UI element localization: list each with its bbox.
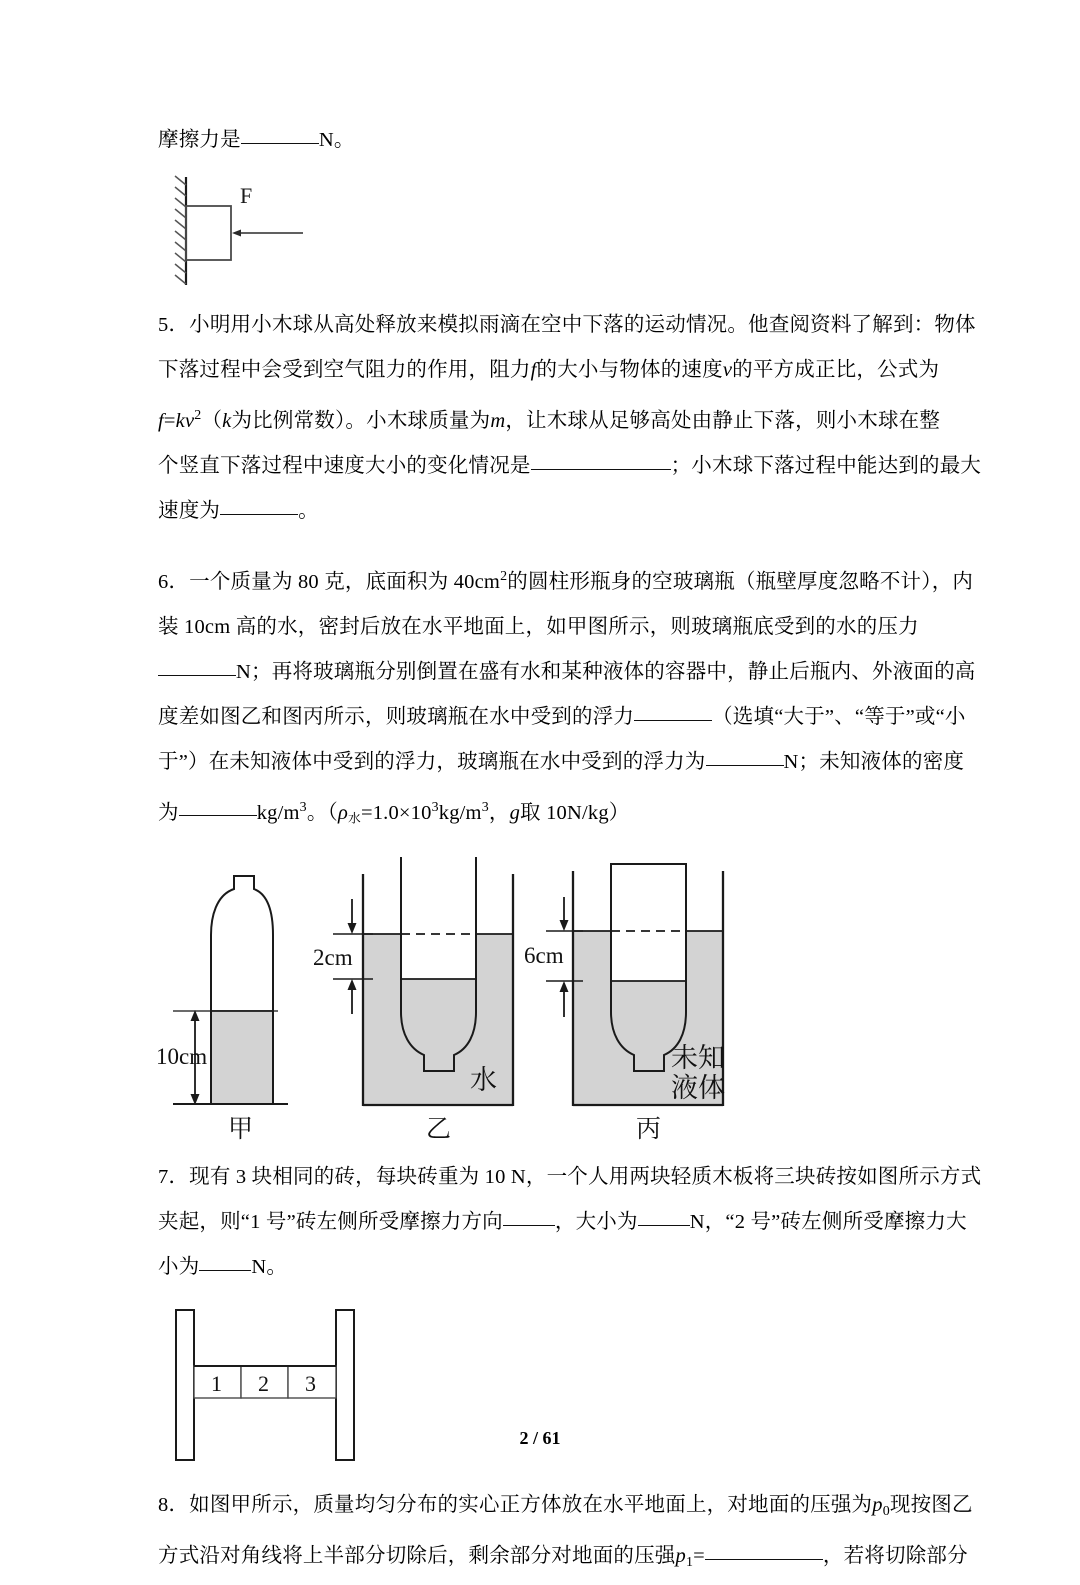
q6-l5-a: 于”）在未知液体中受到的浮力，玻璃瓶在水中受到的浮力为	[158, 750, 706, 773]
q7-l2-b: ，大小为	[554, 1211, 638, 1234]
q5-formula-exp: 2	[194, 408, 202, 423]
force-arrow-head	[232, 230, 241, 237]
q6-l6-e: kg/m	[438, 801, 482, 824]
yi-liquid-label: 水	[470, 1065, 497, 1096]
q5-formula-v: v	[184, 409, 195, 432]
bing-liquid-label-line2: 液体	[671, 1073, 725, 1104]
wall-hatching-icon	[175, 176, 186, 284]
q8-answer-blank-1[interactable]	[705, 1559, 823, 1560]
q5-line-2	[158, 348, 940, 393]
q6-line-1	[158, 554, 974, 605]
q6-answer-blank-3[interactable]	[706, 765, 784, 766]
q6-rho-subscript: 水	[348, 811, 361, 826]
wall-block-force-figure	[158, 175, 933, 287]
figure-jia	[156, 876, 288, 1143]
q5-symbol-v: v	[722, 359, 733, 381]
q5-formula-eq: =	[163, 409, 176, 432]
jia-water-fill	[211, 1011, 273, 1104]
brick-label-3: 3	[305, 1371, 316, 1397]
q4-tail-line	[158, 118, 933, 163]
q8-l2-a: 方式沿对角线将上半部分切除后，剩余部分对地面的压强	[158, 1545, 676, 1568]
bing-dim-label: 6cm	[524, 943, 564, 969]
q8-p1-symbol: p	[675, 1545, 686, 1568]
q6-line-6	[158, 785, 933, 842]
block-rect	[186, 206, 231, 260]
q8-l1-b: 现按图乙	[889, 1494, 973, 1517]
q5-answer-blank-1[interactable]	[531, 469, 671, 470]
q4-tail-text-post: N。	[318, 129, 355, 151]
q6-line-4	[158, 695, 966, 740]
q4-tail-text-pre: 摩擦力是	[158, 129, 241, 151]
q8-l2-eq: =	[693, 1545, 705, 1568]
q8-p1-subscript: 1	[685, 1555, 694, 1571]
bing-bottle-air	[611, 864, 686, 981]
q5-l3-tail: ，让木球从足够高处由静止下落，则小木球在整	[505, 409, 941, 432]
q8-p0-symbol: p	[872, 1494, 883, 1517]
q6-l1-sup: 2	[500, 568, 508, 584]
q5-symbol-f: f	[530, 359, 537, 381]
question-6	[158, 554, 976, 841]
q6-answer-blank-4[interactable]	[179, 815, 257, 816]
bing-liquid-label-line1: 未知	[671, 1043, 725, 1074]
q5-answer-blank-2[interactable]	[220, 514, 298, 515]
q5-symbol-m: m	[490, 409, 506, 432]
q6-rho-symbol: ρ	[337, 801, 349, 824]
jia-dim-label: 10cm	[156, 1044, 208, 1070]
q8-l1-a: 8．如图甲所示，质量均匀分布的实心正方体放在水平地面上，对地面的压强为	[158, 1494, 873, 1517]
question-5	[158, 303, 982, 534]
q6-l6-sup: 3	[299, 799, 307, 815]
q6-l6-b: kg/m	[256, 801, 300, 824]
jia-figure-label: 甲	[228, 1116, 254, 1144]
force-label-F: F	[240, 183, 253, 208]
q5-formula-f: f	[158, 409, 164, 432]
q7-answer-blank-1[interactable]	[503, 1225, 555, 1226]
figure-bing	[524, 864, 725, 1143]
q7-l2-a: 夹起，则“1 号”砖左侧所受摩擦力方向	[158, 1211, 503, 1234]
q6-l6-c: 。（	[306, 801, 338, 824]
q7-answer-blank-3[interactable]	[199, 1270, 251, 1271]
q5-line-4	[158, 444, 982, 489]
q8-line-2	[158, 1534, 968, 1585]
q5-l4-b: ；小木球下落过程中能达到的最大	[670, 454, 982, 477]
q5-line-1: 5．小明用小木球从高处释放来模拟雨滴在空中下落的运动情况。他查阅资料了解到：物体	[158, 314, 976, 336]
q5-after-k: 为比例常数）。小木球质量为	[231, 409, 491, 432]
q6-l6-a: 为	[158, 801, 179, 824]
q7-l3-a: 小为	[158, 1256, 200, 1279]
bing-figure-label: 丙	[636, 1116, 662, 1144]
q5-formula-k: k	[175, 409, 185, 432]
figure-yi	[313, 857, 513, 1143]
yi-bottle-air	[401, 857, 476, 979]
page-footer: 2 / 61	[519, 1428, 561, 1448]
q8-l2-b: ，若将切除部分	[822, 1545, 968, 1568]
q7-l2-c: N，“2 号”砖左侧所受摩擦力大	[689, 1211, 967, 1234]
q6-l5-b: N；未知液体的密度	[783, 750, 965, 773]
q5-l4-a: 个竖直下落过程中速度大小的变化情况是	[158, 454, 531, 477]
q5-paren-open: （	[201, 409, 223, 432]
q5-l5-a: 速度为	[158, 499, 221, 522]
q6-l6-sup2: 3	[431, 799, 439, 815]
q5-line-3	[158, 393, 941, 444]
q6-l6-f: ，	[488, 801, 510, 824]
q7-l3-b: N。	[251, 1256, 288, 1279]
q6-l4-a: 度差如图乙和图丙所示，则玻璃瓶在水中受到的浮力	[158, 705, 635, 728]
q7-line-1: 7．现有 3 块相同的砖，每块砖重为 10 N，一个人用两块轻质木板将三块砖按如图所示方式	[158, 1166, 982, 1189]
q6-answer-blank-2[interactable]	[634, 720, 712, 721]
q5-l2-a: 下落过程中会受到空气阻力的作用，阻力	[158, 359, 531, 381]
yi-dim-arrow-up	[348, 979, 357, 990]
question-8	[158, 1483, 973, 1585]
q8-p0-subscript: 0	[882, 1504, 890, 1520]
q6-figures-group	[158, 849, 933, 1149]
bing-dim-arrow-down	[560, 920, 569, 931]
q8-line-1	[158, 1483, 973, 1534]
q6-l1-b: 的圆柱形瓶身的空玻璃瓶（瓶壁厚度忽略不计），内	[507, 570, 974, 593]
q4-answer-blank[interactable]	[241, 143, 319, 144]
q6-line-3	[158, 650, 976, 695]
brick-label-2: 2	[258, 1371, 269, 1397]
q5-l2-c: 的平方成正比，公式为	[732, 359, 940, 381]
q6-g-symbol: g	[509, 801, 521, 824]
q7-line-2	[158, 1200, 967, 1245]
q5-l2-b: 的大小与物体的速度	[536, 359, 723, 381]
q5-l5-b: 。	[298, 499, 319, 522]
q6-answer-blank-1[interactable]	[158, 675, 236, 676]
page-content	[156, 0, 982, 1585]
brick-label-1: 1	[211, 1371, 222, 1397]
q7-answer-blank-2[interactable]	[638, 1225, 690, 1226]
yi-figure-label: 乙	[426, 1116, 452, 1144]
question-7	[158, 1155, 982, 1290]
q6-line-2: 装 10cm 高的水，密封后放在水平地面上，如甲图所示，则玻璃瓶底受到的水的压力	[158, 615, 919, 638]
yi-dim-label: 2cm	[313, 945, 353, 971]
q6-l4-b: （选填“大于”、“等于”或“小	[712, 705, 966, 728]
q6-l6-h: 取 10N/kg）	[520, 801, 630, 824]
q7-line-3	[158, 1245, 933, 1290]
q6-l6-d: =1.0×10	[360, 801, 432, 824]
q6-line-5	[158, 740, 965, 785]
bing-dim-arrow-up	[560, 981, 569, 992]
q6-l1-a: 6．一个质量为 80 克，底面积为 40cm	[158, 570, 501, 593]
q6-l3-a: N；再将玻璃瓶分别倒置在盛有水和某种液体的容器中，静止后瓶内、外液面的高	[236, 660, 976, 683]
q5-line-5	[158, 489, 933, 534]
q5-k2: k	[222, 409, 232, 432]
yi-dim-arrow-down	[348, 923, 357, 934]
q6-l6-sup3: 3	[481, 799, 489, 815]
